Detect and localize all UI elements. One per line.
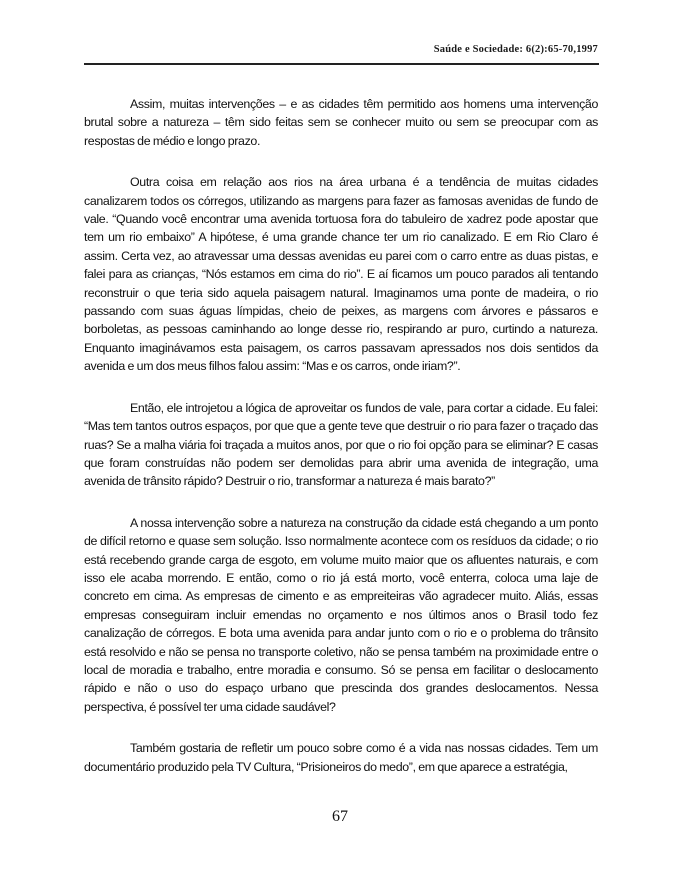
paragraph: A nossa intervenção sobre a natureza na construção da cidade está chegando a um ponto de difícil retorno e quase sem solução. Isso normalmente acontece com os resíduos da cidade; o rio está recebendo grande carga de esgoto, em volume muito maior que os afluentes naturais, e com isso ele acaba morrendo. E então, como o rio já está morto, você enterra, coloca uma laje de concreto em cima. As empresas de cimento e as empreiteiras vão agradecer muito. Aliás, essas empresas conseguiram incluir emendas no orçamento e nos últimos anos o Brasil todo fez canalização de córregos. E bota uma avenida para andar junto com o rio e o problema do trânsito está resolvido e não se pensa no transporte coletivo, não se pensa também na proximidade entre o local de moradia e trabalho, entre moradia e consumo. Só se pensa em facilitar o deslocamento rápido e não o uso do espaço urbano que prescinda dos grandes deslocamentos. Nessa perspectiva, é possível ter uma cidade saudável? [84,515,598,714]
page-number: 67 [332,808,348,825]
paragraph: Assim, muitas intervenções – e as cidades têm permitido aos homens uma intervenção brutal sobre a natureza – têm sido feitas sem se conhecer muito ou sem se preocupar com as respostas de médio e longo prazo. [84,97,598,148]
header-rule [84,63,599,65]
body-text [84,95,598,776]
paragraph: Outra coisa em relação aos rios na área urbana é a tendência de muitas cidades canalizarem todos os córregos, utilizando as margens para fazer as famosas avenidas de fundo de vale. “Quando você encontrar uma avenida tortuosa fora do tabuleiro de xadrez pode apostar que tem um rio embaixo” A hipótese, é uma grande chance ter um rio canalizado. E em Rio Claro é assim. Certa vez, ao atravessar uma dessas avenidas eu parei com o carro entre as duas pistas, e falei para as crianças, “Nós estamos em cima do rio”. E aí ficamos um pouco parados ali tentando reconstruir o que teria sido aquela paisagem natural. Imaginamos uma ponte de madeira, o rio passando com suas águas límpidas, cheio de peixes, as margens com árvores e pássaros e borboletas, as pessoas caminhando ao longe desse rio, respirando ar puro, curtindo a natureza. Enquanto imaginávamos esta paisagem, os carros passavam apressados nos dois sentidos da avenida e um dos meus filhos falou assim: “Mas e os carros, onde iriam?”. [84,175,598,374]
running-head: Saúde e Sociedade: 6(2):65-70,1997 [433,44,598,55]
paragraph: Então, ele introjetou a lógica de aproveitar os fundos de vale, para cortar a cidade. Eu falei: “Mas tem tantos outros espaços, por que que a gente teve que destruir o rio para fazer o traçado das ruas? Se a malha viária foi traçada a muitos anos, por que o rio foi opção para se eliminar? E casas que foram construídas não podem ser demolidas para abrir uma avenida de integração, uma avenida de trânsito rápido? Destruir o rio, transformar a natureza é mais barato?” [84,400,598,489]
paragraph: Também gostaria de refletir um pouco sobre como é a vida nas nossas cidades. Tem um documentário produzido pela TV Cultura, “Prisioneiros do medo”, em que aparece a estratégia, [84,741,598,774]
